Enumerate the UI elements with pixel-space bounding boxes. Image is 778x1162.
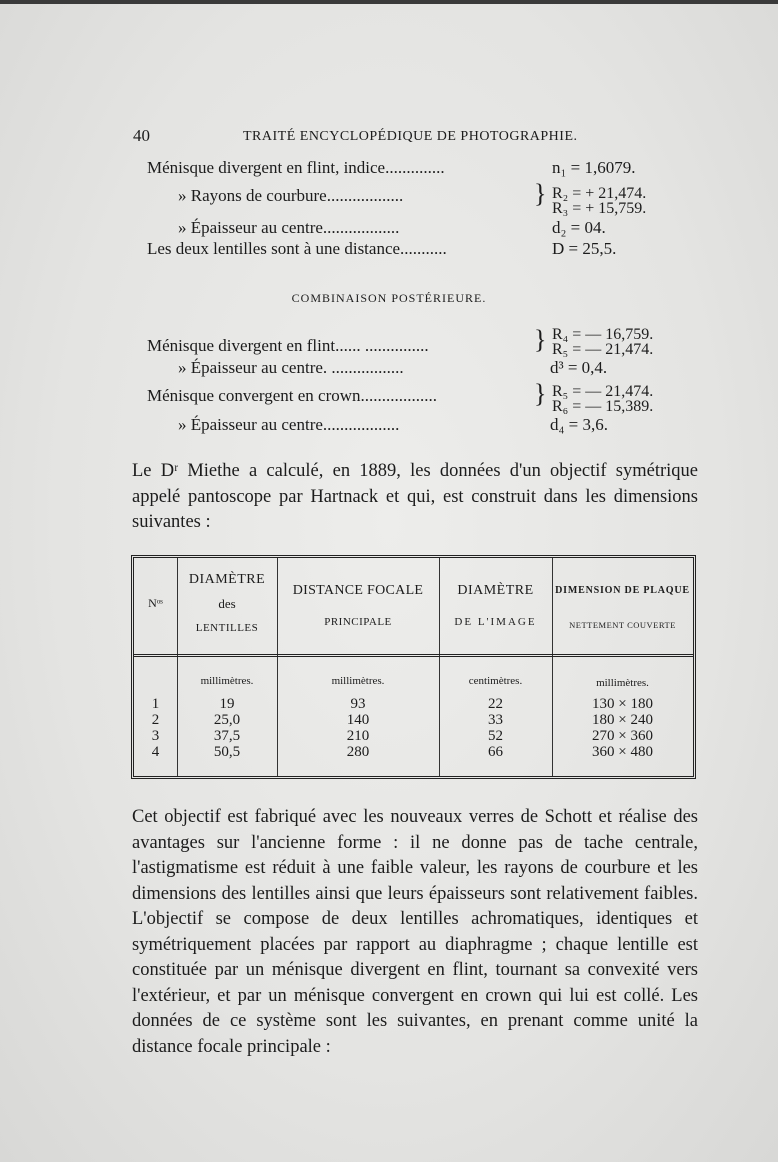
table-cell: 270 × 360: [592, 728, 653, 744]
table-header: Nᵒˢ: [148, 596, 163, 610]
table-cell: 210: [346, 728, 370, 744]
table-header: NETTEMENT COUVERTE: [569, 620, 676, 630]
spec-value: R₆ = — 15,389.: [552, 398, 654, 415]
page-number: 40: [133, 126, 150, 145]
spec-value: d₄ = 3,6.: [550, 415, 609, 434]
table-cell: 4: [151, 744, 160, 760]
table-header: LENTILLES: [195, 622, 259, 634]
table-cell: 19: [219, 696, 235, 712]
table-cell: 1: [151, 696, 160, 712]
table-cell: 280: [346, 744, 370, 760]
table-cell: 25,0: [213, 712, 241, 728]
spec-value: D = 25,5.: [552, 239, 617, 258]
spec-value: R₄ = — 16,759.: [552, 326, 654, 343]
brace: }: [534, 379, 547, 408]
table-header: DIAMÈTRE: [457, 583, 534, 598]
spec-value: d₂ = 04.: [552, 218, 606, 237]
paragraph: Cet objectif est fabriqué avec les nouveaux verres de Schott et réalise des avantages sur l'ancienne forme : il ne donne pas de tache centrale, l'astigmatisme est réduit à une faible valeur, les rayons de courbure et les dimensions des lentilles ainsi que leurs épaisseurs sont relativement faibles. L'objectif se compose de deux lentilles achromatiques, identiques et symétriquement placées par rapport au diaphragme ; chaque lentille est constituée par un ménisque divergent en flint, tournant sa convexité vers l'extérieur, et par un ménisque convergent en crown qui lui est collé. Les données de ce système sont les suivantes, en prenant comme unité la distance focale principale :: [132, 807, 698, 1057]
unit-label: millimètres.: [200, 675, 254, 687]
spec-value-stack: [552, 186, 646, 216]
spec-label: » Épaisseur au centre. .................: [178, 358, 404, 377]
spec-label: » Rayons de courbure..................: [178, 186, 404, 205]
spec-label: Ménisque divergent en flint...... ...............: [147, 336, 429, 355]
scan-edge: [0, 0, 778, 4]
table-cell: 3: [151, 728, 160, 744]
header-rule: [134, 654, 693, 657]
paragraph: Le Dʳ Miethe a calculé, en 1889, les données d'un objectif symétrique appelé pantoscope par Hartnack et qui, est construit dans les dimensions suivantes :: [132, 461, 698, 532]
table-cell: 360 × 480: [592, 744, 653, 760]
table-cell: 37,5: [213, 728, 241, 744]
spec-value: R₂ = + 21,474.: [552, 185, 647, 202]
table-cell: 52: [488, 728, 503, 744]
dimensions-table: [131, 555, 696, 779]
table-header: DIMENSION DE PLAQUE: [555, 585, 690, 596]
table-header: DIAMÈTRE: [188, 572, 266, 587]
spec-label: » Épaisseur au centre..................: [178, 218, 400, 237]
spec-value-stack: [552, 384, 653, 414]
spec-value: d³ = 0,4.: [550, 358, 608, 377]
spec-label: Les deux lentilles sont à une distance...........: [147, 239, 447, 258]
table-cell: 22: [488, 696, 503, 712]
table-header: DISTANCE FOCALE: [292, 583, 424, 598]
unit-label: millimètres.: [596, 677, 649, 689]
table-cell: 2: [151, 712, 160, 728]
spec-label: Ménisque divergent en flint, indice..............: [147, 158, 445, 177]
unit-label: centimètres.: [468, 675, 523, 687]
table-header: PRINCIPALE: [324, 616, 392, 628]
table-cell: 33: [488, 712, 503, 728]
table-header: des: [218, 596, 236, 611]
spec-value: n₁ = 1,6079.: [552, 158, 636, 177]
spec-value: R₃ = + 15,759.: [552, 200, 647, 217]
spec-value-stack: [552, 327, 653, 357]
spec-value: R₅ = — 21,474.: [552, 341, 654, 358]
table-cell: 140: [346, 712, 370, 728]
running-title: TRAITÉ ENCYCLOPÉDIQUE DE PHOTOGRAPHIE.: [243, 129, 578, 144]
table-cell: 180 × 240: [592, 712, 653, 728]
table-header: DE L'IMAGE: [454, 616, 537, 628]
table-cell: 66: [488, 744, 503, 760]
unit-label: millimètres.: [331, 675, 385, 687]
table-cell: 50,5: [213, 744, 241, 760]
spec-label: » Épaisseur au centre..................: [178, 415, 400, 434]
brace: }: [534, 325, 547, 354]
brace: }: [534, 179, 547, 208]
spec-value: R₅ = — 21,474.: [552, 383, 654, 400]
spec-label: Ménisque convergent en crown..................: [147, 386, 438, 405]
table-cell: 93: [350, 696, 366, 712]
section-title: COMBINAISON POSTÉRIEURE.: [291, 291, 487, 305]
table-cell: 130 × 180: [592, 696, 653, 712]
